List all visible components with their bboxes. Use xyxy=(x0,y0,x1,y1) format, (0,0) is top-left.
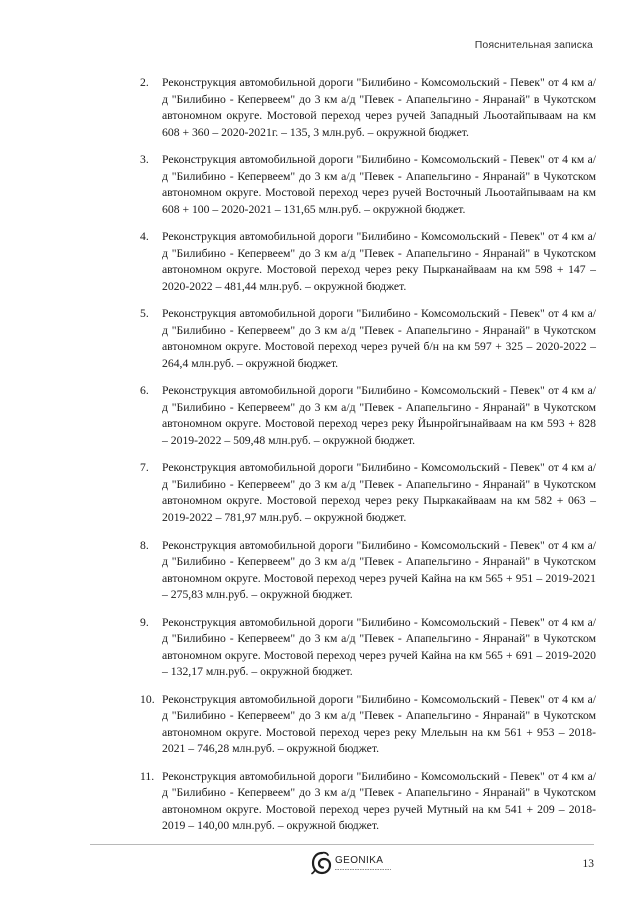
list-item xyxy=(140,75,596,141)
list-item-number: 7. xyxy=(140,461,149,475)
list-item xyxy=(140,538,596,604)
list-item-number: 6. xyxy=(140,384,149,398)
list-item-text: Реконструкция автомобильной дороги "Билибино - Комсомольский - Певек" от 4 км а/д "Билибино - Кепервеем" до 3 км а/д "Певек - Апапельгино - Янранай" в Чукотском автономном округе. Мостовой переход через ручей Кайна на км 565 + 951 – 2019-2021 – 275,83 млн.руб. – окружной бюджет. xyxy=(162,538,596,602)
list-item-number: 5. xyxy=(140,307,149,321)
list-item xyxy=(140,460,596,526)
list-item-number: 2. xyxy=(140,76,149,89)
list-item-text: Реконструкция автомобильной дороги "Билибино - Комсомольский - Певек" от 4 км а/д "Билибино - Кепервеем" до 3 км а/д "Певек - Апапельгино - Янранай" в Чукотском автономном округе. Мостовой переход через ручей б/н на км 597 + 325 – 2020-2022 – 264,4 млн.руб. – окружной бюджет. xyxy=(162,307,596,370)
logo-wordmark: GEONIKA xyxy=(335,855,384,866)
list-item-text: Реконструкция автомобильной дороги "Билибино - Комсомольский - Певек" от 4 км а/д "Билибино - Кепервеем" до 3 км а/д "Певек - Апапельгино - Янранай" в Чукотском автономном округе. Мостовой переход через ручей Восточный Льоотайпываам на км 608 + 100 – 2020-2021 – 131,65 млн.руб. – окружной бюджет. xyxy=(162,153,596,216)
list-item-number: 3. xyxy=(140,153,149,167)
list-item-text: Реконструкция автомобильной дороги "Билибино - Комсомольский - Певек" от 4 км а/д "Билибино - Кепервеем" до 3 км а/д "Певек - Апапельгино - Янранай" в Чукотском автономном округе. Мостовой переход через реку Пыркакайваам на км 582 + 063 – 2019-2022 – 781,97 млн.руб. – окружной бюджет. xyxy=(162,461,596,524)
list-item xyxy=(140,229,596,295)
list-item-number: 11. xyxy=(140,769,155,783)
numbered-project-list xyxy=(140,75,596,846)
list-item xyxy=(140,615,596,681)
list-item xyxy=(140,152,596,218)
list-item-text: Реконструкция автомобильной дороги "Билибино - Комсомольский - Певек" от 4 км а/д "Билибино - Кепервеем" до 3 км а/д "Певек - Апапельгино - Янранай" в Чукотском автономном округе. Мостовой переход через реку Млельын на км 561 + 953 – 2018-2021 – 746,28 млн.руб. – окружной бюджет. xyxy=(162,692,596,756)
list-item xyxy=(140,769,596,835)
list-item-text: Реконструкция автомобильной дороги "Билибино - Комсомольский - Певек" от 4 км а/д "Билибино - Кепервеем" до 3 км а/д "Певек - Апапельгино - Янранай" в Чукотском автономном округе. Мостовой переход через реку Йынройгынайваам на км 593 + 828 – 2019-2022 – 509,48 млн.руб. – окружной бюджет. xyxy=(162,384,596,447)
list-item-text: Реконструкция автомобильной дороги "Билибино - Комсомольский - Певек" от 4 км а/д "Билибино - Кепервеем" до 3 км а/д "Певек - Апапельгино - Янранай" в Чукотском автономном округе. Мостовой переход через реку Пырканайваам на км 598 + 147 – 2020-2022 – 481,44 млн.руб. – окружной бюджет. xyxy=(162,230,596,293)
list-item-number: 9. xyxy=(140,615,149,629)
logo-tagline-decoration xyxy=(335,868,391,871)
list-item-number: 10. xyxy=(140,692,155,706)
footer-divider xyxy=(90,844,594,845)
list-item-number: 4. xyxy=(140,230,149,244)
list-item xyxy=(140,383,596,449)
page-number: 13 xyxy=(582,858,594,870)
list-item-text: Реконструкция автомобильной дороги "Билибино - Комсомольский - Певек" от 4 км а/д "Билибино - Кепервеем" до 3 км а/д "Певек - Апапельгино - Янранай" в Чукотском автономном округе. Мостовой переход через ручей Западный Льоотайпываам на км 608 + 360 – 2020-2021г. – 135, 3 млн.руб. – окружной бюджет. xyxy=(162,76,596,139)
list-item xyxy=(140,692,596,758)
list-item-text: Реконструкция автомобильной дороги "Билибино - Комсомольский - Певек" от 4 км а/д "Билибино - Кепервеем" до 3 км а/д "Певек - Апапельгино - Янранай" в Чукотском автономном округе. Мостовой переход через ручей Кайна на км 565 + 691 – 2019-2020 – 132,17 млн.руб. – окружной бюджет. xyxy=(162,615,596,679)
list-item-text: Реконструкция автомобильной дороги "Билибино - Комсомольский - Певек" от 4 км а/д "Билибино - Кепервеем" до 3 км а/д "Певек - Апапельгино - Янранай" в Чукотском автономном округе. Мостовой переход через ручей Мутный на км 541 + 209 – 2018-2019 – 140,00 млн.руб. – окружной бюджет. xyxy=(162,769,596,833)
list-item-number: 8. xyxy=(140,538,149,552)
footer-logo xyxy=(311,851,391,879)
list-item xyxy=(140,306,596,372)
running-header-title: Пояснительная записка xyxy=(474,39,593,51)
geonika-swirl-logo-icon xyxy=(311,851,333,875)
